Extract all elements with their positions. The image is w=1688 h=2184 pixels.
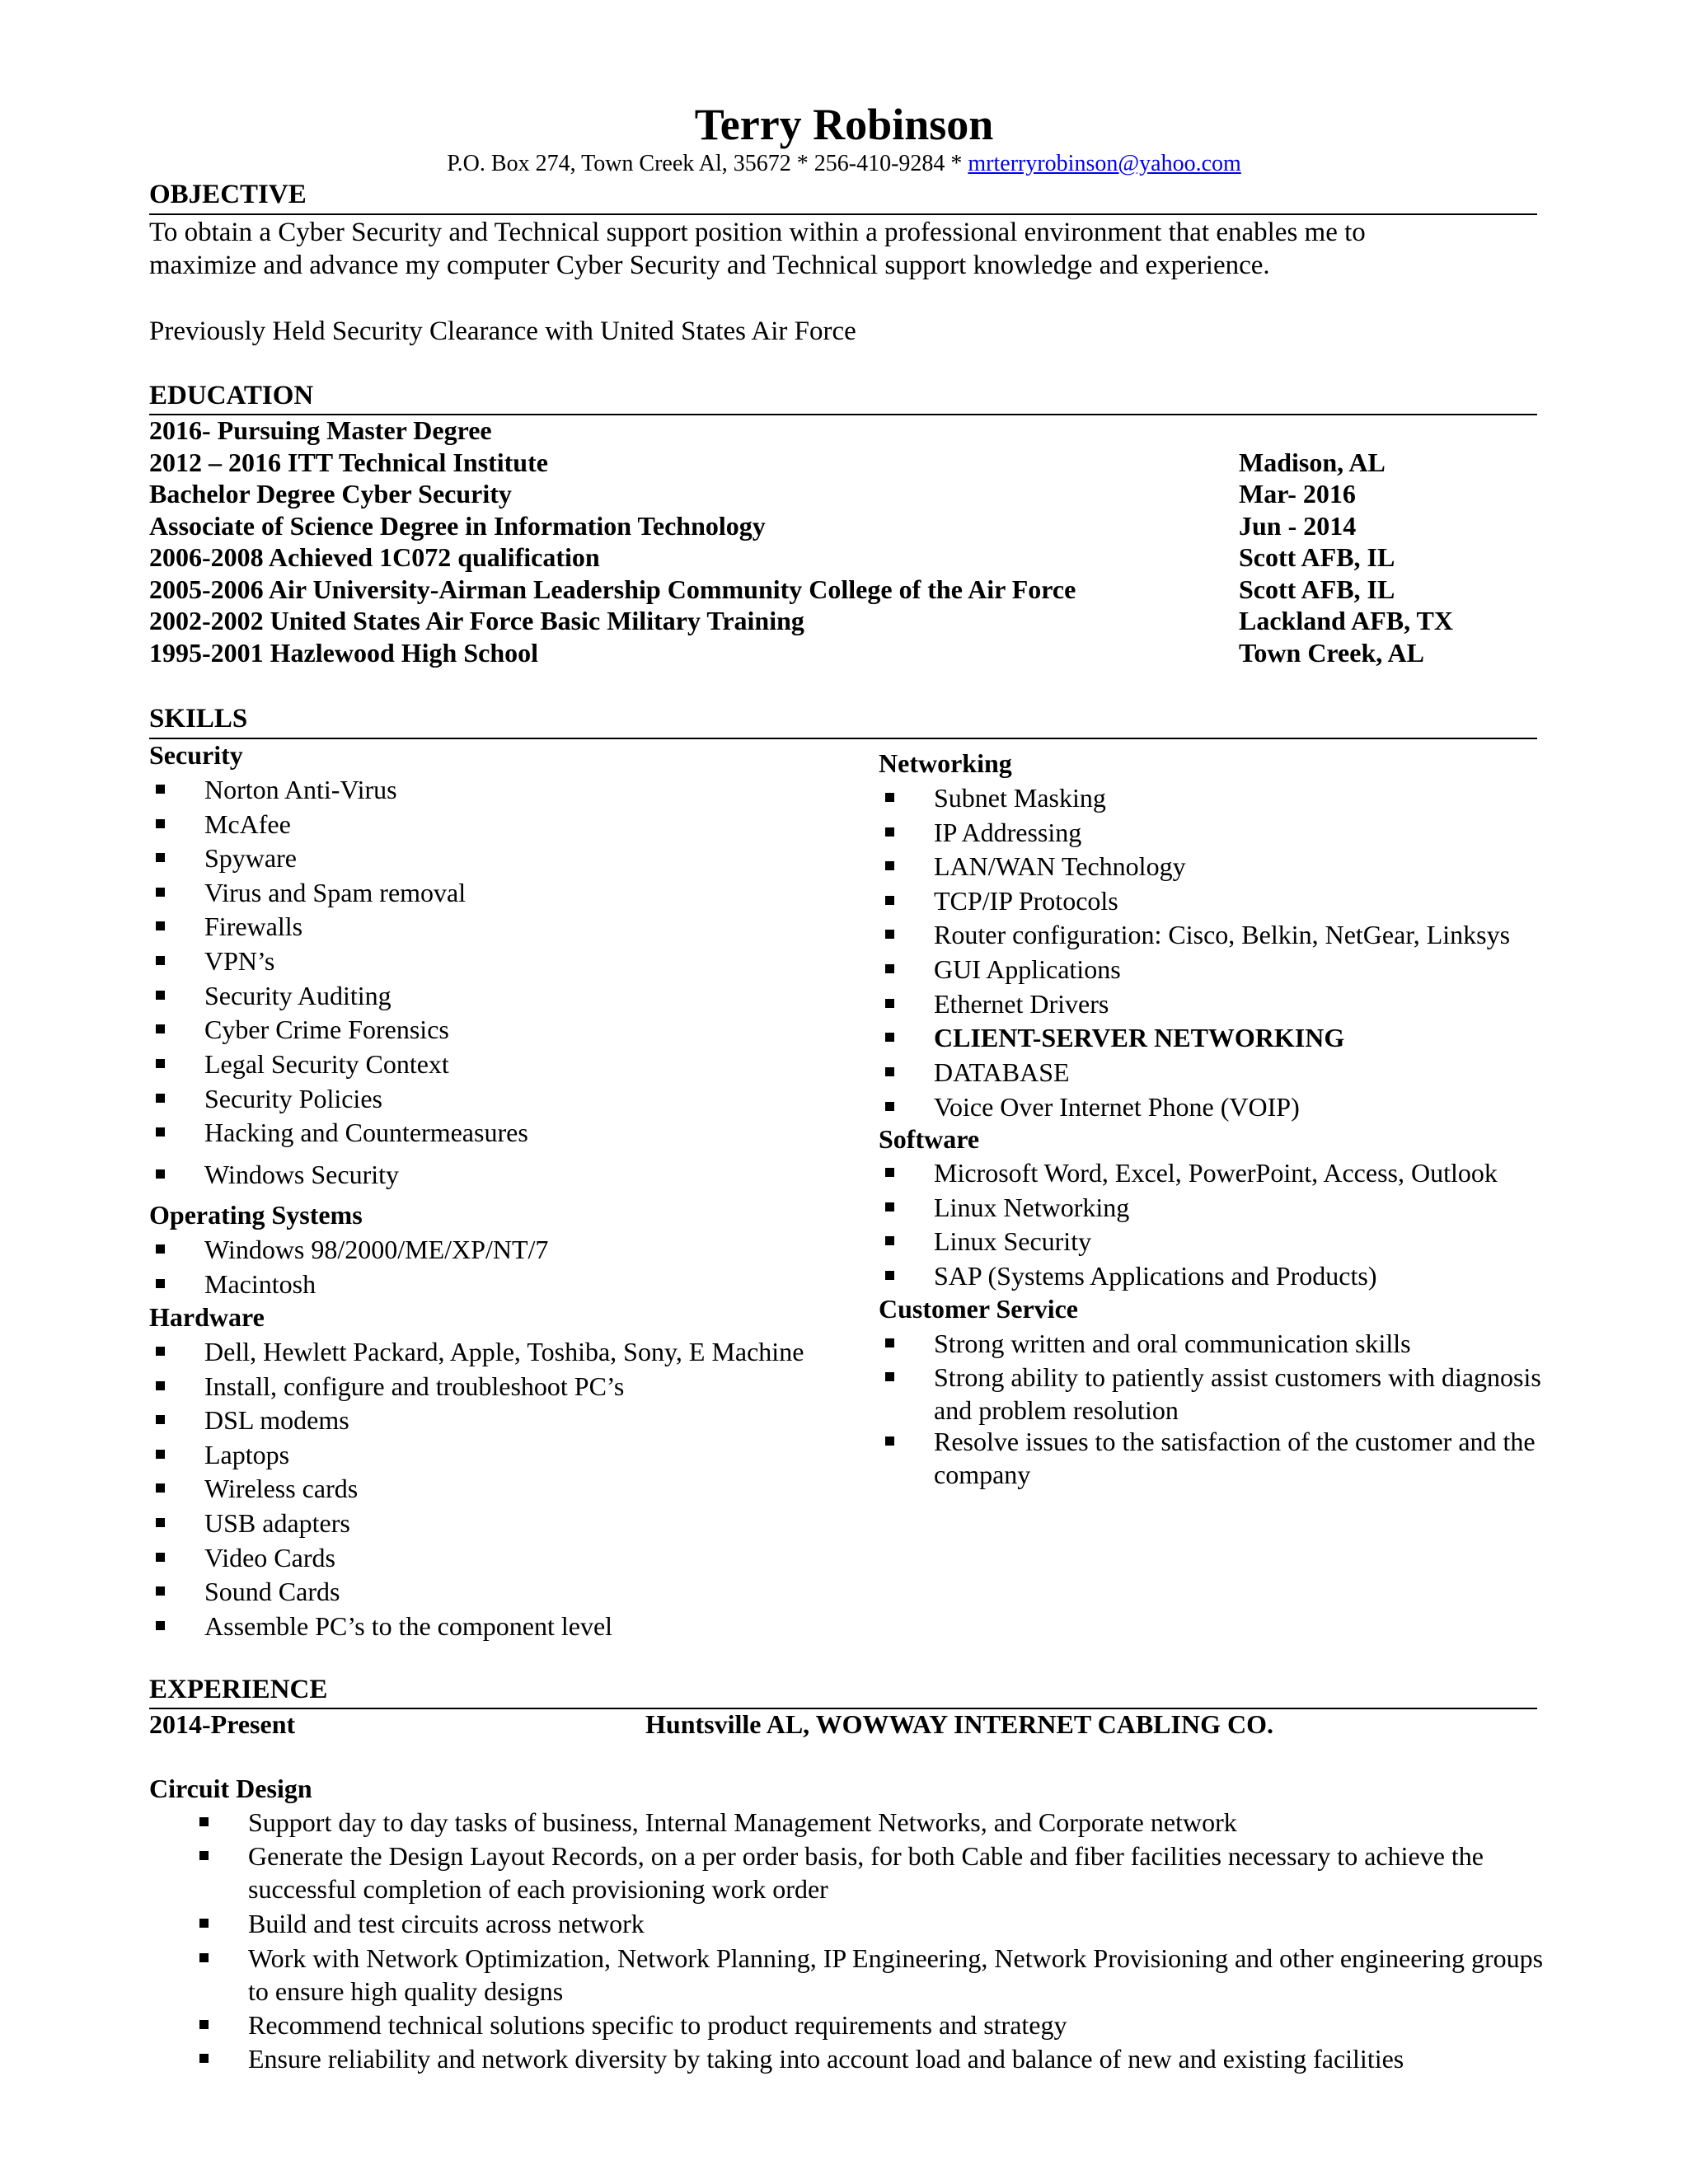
skills-security-heading: Security — [149, 740, 243, 770]
square-bullet-icon — [199, 2054, 209, 2063]
square-bullet-icon — [885, 1102, 894, 1111]
square-bullet-icon — [885, 999, 894, 1008]
skills-customer-service-heading: Customer Service — [879, 1294, 1078, 1324]
square-bullet-icon — [156, 785, 165, 794]
skills-software-heading: Software — [879, 1124, 980, 1154]
skill-label: DSL modems — [204, 1405, 349, 1435]
square-bullet-icon — [885, 1033, 894, 1042]
square-bullet-icon — [156, 1094, 165, 1103]
experience-role: Circuit Design — [149, 1774, 312, 1803]
square-bullet-icon — [885, 930, 894, 939]
square-bullet-icon — [885, 1338, 894, 1347]
contact-details: P.O. Box 274, Town Creek Al, 35672 * 256-410-9284 * — [447, 151, 968, 176]
square-bullet-icon — [156, 1279, 165, 1288]
education-heading: EDUCATION — [149, 381, 314, 410]
square-bullet-icon — [156, 1586, 165, 1596]
square-bullet-icon — [156, 1127, 165, 1137]
objective-line-2: maximize and advance my computer Cyber Security and Technical support knowledge and experience. — [149, 251, 1270, 280]
skill-label: Laptops — [204, 1440, 290, 1469]
skills-networking-heading: Networking — [879, 748, 1012, 778]
education-entry-location: Jun - 2014 — [1239, 511, 1357, 541]
education-entry: 2012 – 2016 ITT Technical Institute — [149, 448, 548, 477]
square-bullet-icon — [156, 1518, 165, 1527]
skill-label: Microsoft Word, Excel, PowerPoint, Access, Outlook — [934, 1158, 1498, 1188]
skill-label: Windows 98/2000/ME/XP/NT/7 — [204, 1235, 549, 1264]
square-bullet-icon — [156, 1059, 165, 1068]
duty-text: Support day to day tasks of business, Internal Management Networks, and Corporate network — [248, 1807, 1237, 1837]
square-bullet-icon — [156, 1450, 165, 1459]
square-bullet-icon — [156, 819, 165, 828]
skill-label: Resolve issues to the satisfaction of the customer and the company — [934, 1427, 1536, 1489]
square-bullet-icon — [885, 896, 894, 905]
education-entry: Bachelor Degree Cyber Security — [149, 479, 512, 509]
skill-label: TCP/IP Protocols — [934, 886, 1118, 916]
skill-label: DATABASE — [934, 1057, 1070, 1087]
skill-label: Firewalls — [204, 912, 303, 941]
square-bullet-icon — [156, 1415, 165, 1424]
education-entry: Associate of Science Degree in Information Technology — [149, 511, 766, 541]
square-bullet-icon — [199, 1919, 209, 1928]
skills-hardware-heading: Hardware — [149, 1302, 265, 1332]
square-bullet-icon — [156, 1169, 165, 1179]
education-entry-location: Madison, AL — [1239, 448, 1386, 477]
square-bullet-icon — [156, 956, 165, 965]
square-bullet-icon — [199, 1817, 209, 1826]
skill-label: Strong written and oral communication skills — [934, 1329, 1411, 1358]
skill-label: Video Cards — [204, 1543, 335, 1572]
education-entry-location: Lackland AFB, TX — [1239, 606, 1453, 635]
education-entry: 2006-2008 Achieved 1C072 qualification — [149, 542, 600, 572]
skill-label: Virus and Spam removal — [204, 878, 467, 907]
duty-text: Recommend technical solutions specific to product requirements and strategy — [248, 2010, 1067, 2040]
square-bullet-icon — [885, 793, 894, 802]
skills-heading: SKILLS — [149, 704, 248, 733]
skill-label: Assemble PC’s to the component level — [204, 1611, 613, 1641]
objective-heading: OBJECTIVE — [149, 180, 307, 209]
education-entry: 2002-2002 United States Air Force Basic Military Training — [149, 606, 804, 635]
skill-label: Hacking and Countermeasures — [204, 1118, 528, 1147]
email-link[interactable]: mrterryrobinson@yahoo.com — [968, 151, 1241, 176]
contact-line — [0, 149, 1688, 179]
skill-label: Spyware — [204, 843, 297, 873]
skill-label: SAP (Systems Applications and Products) — [934, 1261, 1377, 1291]
square-bullet-icon — [156, 1024, 165, 1033]
square-bullet-icon — [885, 861, 894, 870]
square-bullet-icon — [156, 1483, 165, 1493]
skill-label: USB adapters — [204, 1508, 350, 1538]
square-bullet-icon — [156, 1553, 165, 1562]
experience-heading: EXPERIENCE — [149, 1675, 328, 1704]
skill-label: Macintosh — [204, 1269, 316, 1299]
objective-line-1: To obtain a Cyber Security and Technical support position within a professional environment that enables me to — [149, 218, 1366, 247]
skill-label: Linux Security — [934, 1226, 1092, 1256]
skill-label: Windows Security — [204, 1160, 400, 1189]
skill-label: Dell, Hewlett Packard, Apple, Toshiba, Sony, E Machine — [204, 1337, 804, 1366]
duty-text: Generate the Design Layout Records, on a per order basis, for both Cable and fiber facilities necessary to achieve the successful completion of each provisioning work order — [248, 1841, 1484, 1904]
skill-label: Security Auditing — [204, 981, 392, 1010]
skill-label: Legal Security Context — [204, 1049, 449, 1079]
square-bullet-icon — [199, 1953, 209, 1962]
education-entry-location: Town Creek, AL — [1239, 638, 1424, 668]
square-bullet-icon — [156, 853, 165, 862]
duty-text: Work with Network Optimization, Network Planning, IP Engineering, Network Provisioning and other engineering groups to ensure high quality designs — [248, 1943, 1544, 2006]
skill-label: LAN/WAN Technology — [934, 851, 1186, 881]
skill-label: Sound Cards — [204, 1577, 340, 1606]
education-entry-location: Scott AFB, IL — [1239, 574, 1395, 604]
square-bullet-icon — [885, 1372, 894, 1381]
square-bullet-icon — [156, 1621, 165, 1630]
duty-text: Build and test circuits across network — [248, 1909, 645, 1938]
square-bullet-icon — [885, 1236, 894, 1245]
square-bullet-icon — [199, 2020, 209, 2029]
candidate-name: Terry Robinson — [694, 100, 994, 149]
skill-label: Security Policies — [204, 1084, 382, 1113]
education-entry: 2005-2006 Air University-Airman Leadership Community College of the Air Force — [149, 574, 1076, 604]
skill-label: VPN’s — [204, 946, 275, 976]
square-bullet-icon — [156, 1381, 165, 1390]
skills-os-heading: Operating Systems — [149, 1200, 363, 1230]
objective-divider — [149, 213, 1537, 215]
education-entry-location: Scott AFB, IL — [1239, 542, 1395, 572]
square-bullet-icon — [156, 1244, 165, 1254]
square-bullet-icon — [885, 1168, 894, 1177]
square-bullet-icon — [156, 888, 165, 897]
skill-label: Cyber Crime Forensics — [204, 1015, 449, 1044]
skill-label: Router configuration: Cisco, Belkin, NetGear, Linksys — [934, 920, 1511, 949]
skill-label: Norton Anti-Virus — [204, 775, 397, 804]
square-bullet-icon — [156, 1347, 165, 1356]
education-entry: 1995-2001 Hazlewood High School — [149, 638, 539, 668]
skill-label: McAfee — [204, 809, 291, 839]
skill-label: Voice Over Internet Phone (VOIP) — [934, 1092, 1300, 1122]
square-bullet-icon — [885, 1271, 894, 1280]
clearance-note: Previously Held Security Clearance with United States Air Force — [149, 316, 856, 346]
skill-label: IP Addressing — [934, 818, 1082, 847]
square-bullet-icon — [885, 827, 894, 837]
square-bullet-icon — [885, 1202, 894, 1212]
square-bullet-icon — [885, 1436, 894, 1446]
education-entry: 2016- Pursuing Master Degree — [149, 415, 492, 445]
square-bullet-icon — [156, 991, 165, 1000]
education-entry-location: Mar- 2016 — [1239, 479, 1356, 509]
square-bullet-icon — [885, 964, 894, 973]
skill-label: GUI Applications — [934, 954, 1121, 984]
skill-label: Install, configure and troubleshoot PC’s — [204, 1371, 625, 1401]
square-bullet-icon — [199, 1851, 209, 1860]
skill-label: Subnet Masking — [934, 783, 1106, 813]
experience-period: 2014-Present — [149, 1709, 296, 1739]
skill-label: CLIENT-SERVER NETWORKING — [934, 1023, 1345, 1052]
duty-text: Ensure reliability and network diversity by taking into account load and balance of new and existing facilities — [248, 2044, 1404, 2074]
skill-label: Wireless cards — [204, 1474, 359, 1503]
skill-label: Strong ability to patiently assist customers with diagnosis and problem resolution — [934, 1362, 1541, 1425]
skill-label: Linux Networking — [934, 1193, 1130, 1222]
square-bullet-icon — [156, 921, 165, 930]
skills-divider — [149, 738, 1537, 739]
square-bullet-icon — [885, 1067, 894, 1076]
experience-employer: Huntsville AL, WOWWAY INTERNET CABLING CO. — [645, 1709, 1273, 1739]
skill-label: Ethernet Drivers — [934, 989, 1109, 1019]
